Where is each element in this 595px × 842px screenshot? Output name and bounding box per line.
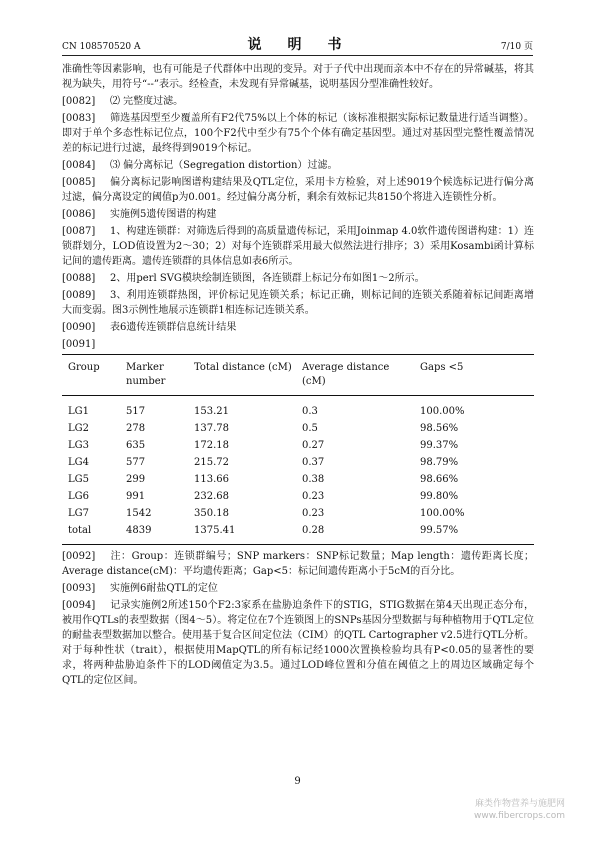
paragraph-number: [0091] <box>62 339 96 350</box>
col-header-average-distance: Average distance (cM) <box>302 362 390 387</box>
cell-marker-number: 278 <box>126 423 146 434</box>
cell-gaps: 98.79% <box>420 457 459 468</box>
cell-average-distance: 0.37 <box>302 457 325 468</box>
paragraph-number: [0082] <box>62 96 96 107</box>
watermark-line2: www.fibercrops.com <box>474 811 565 821</box>
table-row <box>62 420 534 437</box>
cell-average-distance: 0.23 <box>302 491 325 502</box>
cell-marker-number: 517 <box>126 406 146 417</box>
cell-marker-number: 991 <box>126 491 146 502</box>
table-row <box>62 437 534 454</box>
header-divider <box>62 55 533 56</box>
paragraph <box>62 320 534 335</box>
paragraph-number: [0092] <box>62 551 96 562</box>
cell-group: LG5 <box>68 474 89 485</box>
col-header-marker-number: Marker number <box>126 362 166 387</box>
paragraph-number: [0090] <box>62 322 96 333</box>
paragraph-text: 偏分离标记影响图谱构建结果及QTL定位，采用卡方检验，对上述9019个候选标记进行偏分离过滤，偏分离设定的阈值p为0.001。经过偏分离分析，剩余有效标记共8150个将进入连锁性分析。 <box>62 177 534 203</box>
cell-total-distance: 153.21 <box>194 406 229 417</box>
cell-average-distance: 0.5 <box>302 423 318 434</box>
paragraph <box>62 337 534 352</box>
paragraph <box>62 549 534 579</box>
cell-total-distance: 215.72 <box>194 457 229 468</box>
cell-group: LG6 <box>68 491 89 502</box>
cell-group: LG2 <box>68 423 89 434</box>
cell-marker-number: 577 <box>126 457 146 468</box>
paragraph-number: [0087] <box>62 226 96 237</box>
paragraph <box>62 207 534 222</box>
cell-marker-number: 635 <box>126 440 146 451</box>
table-header-row <box>62 355 534 396</box>
cell-gaps: 98.66% <box>420 474 459 485</box>
document-body <box>62 62 534 690</box>
paragraph <box>62 598 534 688</box>
cell-gaps: 100.00% <box>420 406 465 417</box>
paragraph-number: [0089] <box>62 290 96 301</box>
cell-total-distance: 350.18 <box>194 508 229 519</box>
paragraph <box>62 581 534 596</box>
paragraph-number: [0083] <box>62 113 96 124</box>
cell-group: LG3 <box>68 440 89 451</box>
paragraph-text: 筛选基因型至少覆盖所有F2代75%以上个体的标记（该标准根据实际标记数量进行适当调整）。即对于单个多态性标记位点，100个F2代中至少有75个个体有确定基因型。通过对基因型完整性覆盖情况差的标记进行过滤，最终得到9019个标记。 <box>62 113 534 154</box>
cell-gaps: 99.80% <box>420 491 459 502</box>
paragraph-text: ⑵ 完整度过滤。 <box>110 96 184 107</box>
watermark-line1: 麻类作物营养与施肥网 <box>474 799 565 809</box>
cell-gaps: 99.57% <box>420 525 459 536</box>
paragraph-text: 注：Group：连锁群编号；SNP markers：SNP标记数量；Map length：遗传距离长度；Average distance(cM)：平均遗传距离；Gap<5：标记间遗传距离小于5cM的百分比。 <box>62 551 534 577</box>
cell-total-distance: 1375.41 <box>194 525 236 536</box>
paragraph-text: 表6遗传连锁群信息统计结果 <box>110 322 237 333</box>
paragraph-text: 2、用perl SVG模块绘制连锁图，各连锁群上标记分布如图1～2所示。 <box>110 273 425 284</box>
table-body <box>62 396 534 545</box>
paragraph-text: 3、利用连锁群热图，评价标记见连锁关系；标记正确，则标记间的连锁关系随着标记间距离增大而变弱。图3示例性地展示连锁群1相连标记连锁关系。 <box>62 290 534 316</box>
paragraph-number: [0086] <box>62 209 96 220</box>
paragraph <box>62 288 534 318</box>
cell-group: LG7 <box>68 508 89 519</box>
cell-average-distance: 0.23 <box>302 508 325 519</box>
cell-total-distance: 232.68 <box>194 491 229 502</box>
cell-group: LG1 <box>68 406 89 417</box>
paragraph-number: [0094] <box>62 600 96 611</box>
col-header-group: Group <box>68 362 100 373</box>
cell-gaps: 99.37% <box>420 440 459 451</box>
watermark <box>474 798 565 822</box>
paragraph <box>62 175 534 205</box>
cell-group: total <box>68 525 92 536</box>
cell-average-distance: 0.38 <box>302 474 325 485</box>
table-row <box>62 522 534 545</box>
paragraph <box>62 111 534 156</box>
paragraph <box>62 94 534 109</box>
table-row <box>62 505 534 522</box>
col-header-total-distance: Total distance (cM) <box>194 362 292 373</box>
paragraph-number: [0085] <box>62 177 96 188</box>
paragraph-text: 准确性等因素影响，也有可能是子代群体中出现的变异。对于子代中出现而亲本中不存在的异常碱基，将其视为缺失，用符号“--”表示。经检查，未发现有异常碱基，说明基因分型准确性较好。 <box>62 64 534 90</box>
table-row <box>62 454 534 471</box>
paragraph <box>62 224 534 269</box>
paragraph-text: 1、构建连锁群：对筛选后得到的高质量遗传标记，采用Joinmap 4.0软件遗传图谱构建：1）连锁群划分，LOD值设置为2～30；2）对每个连锁群采用最大似然法进行排序；3）采用Kosambi函计算标记间的遗传距离。遗传连锁群的具体信息如表6所示。 <box>62 226 534 267</box>
paragraph-number: [0084] <box>62 160 96 171</box>
paragraphs-top <box>62 62 534 352</box>
cell-gaps: 98.56% <box>420 423 459 434</box>
paragraph-number: [0088] <box>62 273 96 284</box>
cell-gaps: 100.00% <box>420 508 465 519</box>
table-row <box>62 488 534 505</box>
paragraph <box>62 271 534 286</box>
patent-number: CN 108570520 A <box>62 42 141 52</box>
cell-marker-number: 4839 <box>126 525 152 536</box>
paragraph-text: 实施例5遗传图谱的构建 <box>110 209 217 220</box>
paragraph-text: ⑶ 偏分离标记（Segregation distortion）过滤。 <box>110 160 338 171</box>
paragraph-text: 实施例6耐盐QTL的定位 <box>110 583 218 594</box>
paragraph <box>62 62 534 92</box>
cell-total-distance: 113.66 <box>194 474 229 485</box>
cell-total-distance: 172.18 <box>194 440 229 451</box>
cell-average-distance: 0.3 <box>302 406 318 417</box>
table-row <box>62 471 534 488</box>
cell-group: LG4 <box>68 457 89 468</box>
table-row <box>62 396 534 421</box>
page-header <box>62 36 533 54</box>
paragraph-text: 记录实施例2所述150个F2:3家系在盐胁迫条件下的STIG，STIG数据在第4天出现正态分布，被用作QTLs的表型数据（图4～5）。将定位在7个连锁图上的SNPs基因分型数据与每种植物用于QTL定位的耐盐表型数据加以整合。使用基于复合区间定位法（CIM）的QTL Cartographer v2.5进行QTL分析。对于每种性状（trait），根据使用MapQTL的所有标记经1000次置换检验均具有P<0.05的显著性的要求，将两种盐胁迫条件下的LOD阈值定为3.5。通过LOD峰位置和分值在阈值之上的周边区域确定每个QTL的定位区间。 <box>62 600 534 686</box>
cell-marker-number: 299 <box>126 474 146 485</box>
cell-average-distance: 0.28 <box>302 525 325 536</box>
page-number: 9 <box>294 776 301 787</box>
cell-total-distance: 137.78 <box>194 423 229 434</box>
col-header-gaps: Gaps <5 <box>420 362 464 373</box>
paragraph-number: [0093] <box>62 583 96 594</box>
linkage-group-table <box>62 354 534 545</box>
cell-average-distance: 0.27 <box>302 440 325 451</box>
section-title: 说 明 书 <box>247 37 348 53</box>
paragraph <box>62 158 534 173</box>
page-indicator: 7/10 页 <box>500 42 533 52</box>
paragraphs-bottom <box>62 549 534 688</box>
cell-marker-number: 1542 <box>126 508 152 519</box>
